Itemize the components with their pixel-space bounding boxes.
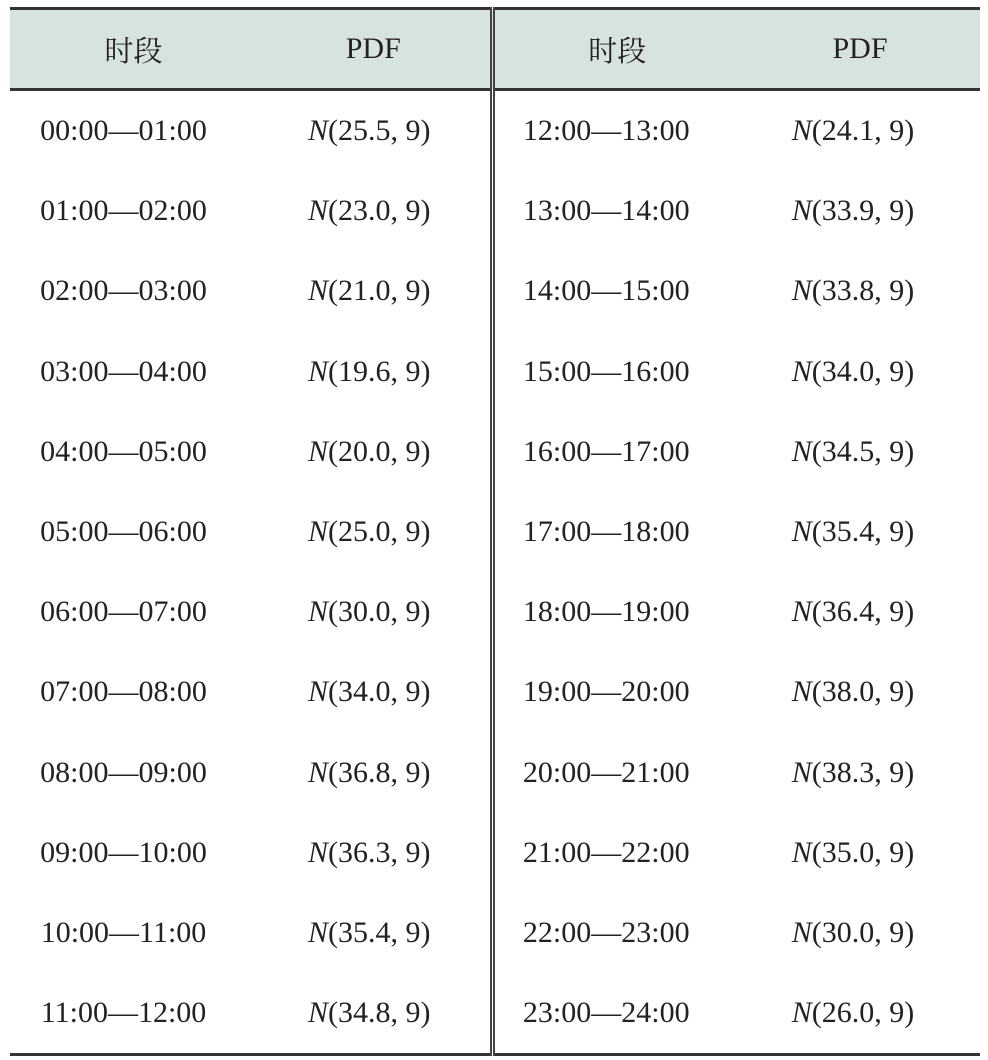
right-pdf-parameters: (26.0, 9) [811, 996, 915, 1030]
left-period-cell: 08:00—09:00 [40, 755, 207, 789]
table-row [10, 171, 980, 251]
left-pdf-cell [257, 492, 492, 572]
table-row [10, 90, 980, 172]
left-pdf-cell [257, 90, 492, 172]
right-pdf-parameters: (33.8, 9) [811, 274, 915, 308]
right-pdf-parameters: (35.0, 9) [811, 835, 915, 869]
right-pdf-cell [740, 171, 980, 251]
left-pdf-cell [257, 412, 492, 492]
right-period-cell: 15:00—16:00 [522, 354, 690, 388]
left-pdf-cell [257, 893, 492, 973]
right-period-cell: 14:00—15:00 [522, 274, 690, 308]
right-pdf-cell [740, 492, 980, 572]
left-period-cell: 11:00—12:00 [10, 973, 257, 1055]
right-pdf-parameters: (34.0, 9) [811, 354, 915, 388]
left-period-cell: 07:00—08:00 [40, 675, 207, 709]
right-pdf-parameters: (38.3, 9) [811, 755, 915, 789]
right-period-cell: 12:00—13:00 [522, 114, 690, 148]
right-period-cell: 17:00—18:00 [522, 515, 690, 549]
right-pdf-cell [740, 412, 980, 492]
left-pdf-distribution: N [308, 354, 329, 388]
left-pdf-parameters: (34.0, 9) [328, 675, 431, 709]
left-pdf-distribution: N [308, 194, 329, 228]
left-pdf-cell [257, 332, 492, 412]
right-pdf-cell [740, 332, 980, 412]
table-row [10, 251, 980, 331]
right-period-cell: 13:00—14:00 [522, 194, 690, 228]
right-pdf-parameters: (38.0, 9) [811, 675, 915, 709]
right-pdf-distribution: N [791, 996, 812, 1030]
header-right-pdf: PDF [740, 9, 980, 90]
table-row [10, 332, 980, 412]
table-row [10, 412, 980, 492]
right-pdf-distribution: N [791, 354, 812, 388]
right-pdf-distribution: N [791, 194, 812, 228]
right-pdf-cell [740, 251, 980, 331]
header-left-period: 时段 [10, 9, 257, 90]
right-pdf-parameters: (35.4, 9) [811, 515, 915, 549]
left-period-cell: 00:00—01:00 [40, 114, 207, 148]
left-pdf-distribution: N [308, 915, 329, 949]
right-period-cell: 20:00—21:00 [522, 755, 690, 789]
header-row [10, 9, 980, 90]
left-pdf-cell [257, 733, 492, 813]
left-pdf-cell [257, 572, 492, 652]
left-pdf-parameters: (19.6, 9) [328, 354, 431, 388]
left-pdf-distribution: N [308, 114, 329, 148]
left-pdf-distribution: N [308, 434, 329, 468]
right-pdf-distribution: N [791, 434, 812, 468]
left-period-cell: 06:00—07:00 [40, 595, 207, 629]
left-pdf-parameters: (30.0, 9) [328, 595, 431, 629]
right-period-cell: 18:00—19:00 [522, 595, 690, 629]
left-pdf-parameters: (35.4, 9) [328, 915, 431, 949]
left-pdf-parameters: (25.0, 9) [328, 515, 431, 549]
right-pdf-distribution: N [791, 755, 812, 789]
right-pdf-distribution: N [791, 595, 812, 629]
right-pdf-distribution: N [791, 515, 812, 549]
header-right-period: 时段 [492, 9, 740, 90]
right-pdf-cell [740, 90, 980, 172]
right-pdf-parameters: (33.9, 9) [811, 194, 915, 228]
left-period-cell: 05:00—06:00 [40, 515, 207, 549]
right-pdf-distribution: N [791, 675, 812, 709]
left-pdf-parameters: (36.3, 9) [328, 835, 431, 869]
left-pdf-cell [257, 813, 492, 893]
right-period-cell: 23:00—24:00 [492, 973, 740, 1055]
right-pdf-cell [740, 652, 980, 732]
table-row [10, 492, 980, 572]
right-pdf-parameters: (24.1, 9) [811, 114, 915, 148]
left-period-cell: 04:00—05:00 [40, 434, 207, 468]
header-left-pdf: PDF [257, 9, 492, 90]
left-period-cell: 01:00—02:00 [40, 194, 207, 228]
right-pdf-distribution: N [791, 274, 812, 308]
right-period-cell: 21:00—22:00 [522, 835, 690, 869]
right-pdf-parameters: (34.5, 9) [811, 434, 915, 468]
right-pdf-parameters: (30.0, 9) [811, 915, 915, 949]
left-pdf-distribution: N [308, 595, 329, 629]
left-pdf-parameters: (34.8, 9) [328, 996, 431, 1030]
right-pdf-distribution: N [791, 915, 812, 949]
right-pdf-cell [740, 893, 980, 973]
right-pdf-cell [740, 572, 980, 652]
right-pdf-distribution: N [791, 114, 812, 148]
left-pdf-distribution: N [308, 274, 329, 308]
left-pdf-cell [257, 973, 492, 1055]
table-row [10, 572, 980, 652]
table-row [10, 813, 980, 893]
left-period-cell: 09:00—10:00 [40, 835, 207, 869]
table-row [10, 652, 980, 732]
right-pdf-distribution: N [791, 835, 812, 869]
left-period-cell: 10:00—11:00 [40, 915, 207, 949]
right-pdf-cell [740, 813, 980, 893]
left-pdf-distribution: N [308, 675, 329, 709]
table-row [10, 973, 980, 1055]
pdf-table [10, 7, 980, 1056]
pdf-table-container [10, 7, 980, 1056]
left-period-cell: 02:00—03:00 [40, 274, 207, 308]
left-pdf-cell [257, 171, 492, 251]
right-period-cell: 22:00—23:00 [522, 915, 690, 949]
left-pdf-parameters: (23.0, 9) [328, 194, 431, 228]
left-pdf-cell [257, 652, 492, 732]
left-pdf-distribution: N [308, 996, 329, 1030]
left-pdf-distribution: N [308, 755, 329, 789]
right-period-cell: 16:00—17:00 [522, 434, 690, 468]
table-header [10, 9, 980, 90]
left-pdf-distribution: N [308, 515, 329, 549]
table-row [10, 893, 980, 973]
right-period-cell: 19:00—20:00 [522, 675, 690, 709]
left-pdf-parameters: (36.8, 9) [328, 755, 431, 789]
left-pdf-parameters: (21.0, 9) [328, 274, 431, 308]
table-row [10, 733, 980, 813]
left-pdf-parameters: (25.5, 9) [328, 114, 431, 148]
left-pdf-cell [257, 251, 492, 331]
table-body [10, 90, 980, 1055]
left-pdf-parameters: (20.0, 9) [328, 434, 431, 468]
right-pdf-parameters: (36.4, 9) [811, 595, 915, 629]
left-pdf-distribution: N [308, 835, 329, 869]
left-period-cell: 03:00—04:00 [40, 354, 207, 388]
right-pdf-cell [740, 733, 980, 813]
right-pdf-cell [740, 973, 980, 1055]
